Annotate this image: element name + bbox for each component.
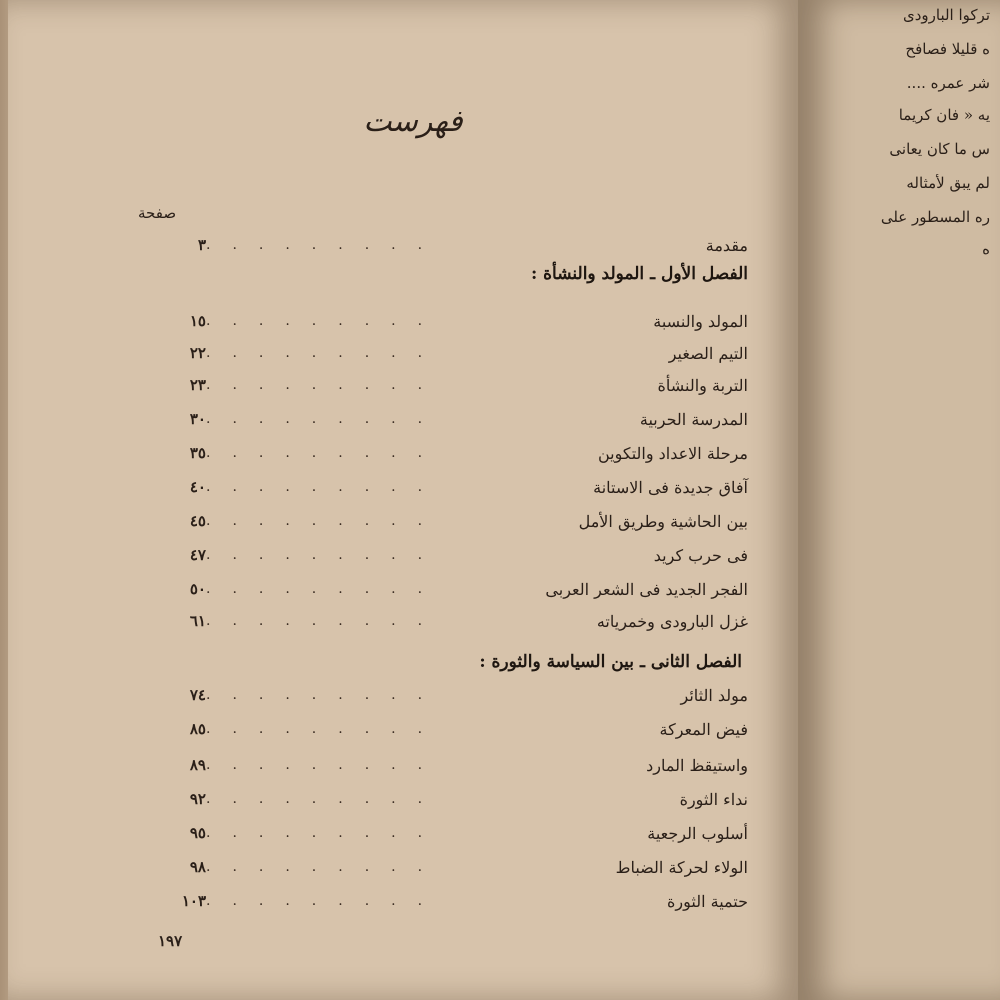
toc-entry-label: واستيقظ المارد: [646, 755, 748, 775]
toc-entry-label: نداء الثورة: [679, 789, 748, 809]
toc-entry-page: ٩٥: [189, 824, 206, 842]
page-number: ١٩٧: [158, 932, 183, 950]
leader-dots: .........: [206, 757, 445, 773]
toc-entry: [158, 680, 748, 710]
toc-entry-label: التربة والنشأة: [657, 375, 748, 395]
page-column-header: صفحة: [138, 204, 177, 222]
text-line: ه قليلا فصافح: [905, 40, 990, 58]
leader-dots: .........: [206, 237, 445, 253]
toc-entry: [158, 784, 748, 814]
leader-dots: .........: [206, 581, 445, 597]
toc-entry: [158, 852, 748, 882]
toc-entry-label: فيض المعركة: [659, 719, 748, 739]
leader-dots: .........: [206, 825, 445, 841]
leader-dots: .........: [206, 445, 445, 461]
toc-entry-page: ٨٩: [189, 756, 206, 774]
toc-entry-page: ٤٥: [189, 512, 206, 530]
toc-entry-label: الفجر الجديد فى الشعر العربى: [545, 579, 748, 599]
toc-entry: [158, 438, 748, 468]
toc-entry-label: المدرسة الحربية: [639, 409, 748, 429]
text-line: يه « فان كريما: [898, 106, 990, 124]
toc-entry-label: مرحلة الاعداد والتكوين: [597, 443, 748, 463]
toc-entry: [158, 714, 748, 744]
toc-entry: [158, 306, 748, 336]
toc-entry: [158, 886, 748, 916]
leader-dots: .........: [206, 613, 445, 629]
toc-entry-label: التيم الصغير: [668, 343, 748, 363]
toc-entry: [158, 540, 748, 570]
leader-dots: .........: [206, 859, 445, 875]
leader-dots: .........: [206, 411, 445, 427]
leader-dots: .........: [206, 893, 445, 909]
toc-entry-label: آفاق جديدة فى الاستانة: [593, 477, 748, 497]
toc-entry-label: غزل البارودى وخمرياته: [596, 611, 748, 631]
toc-entry: [158, 506, 748, 536]
left-page: [8, 0, 798, 1000]
toc-entry-intro: [158, 230, 748, 260]
leader-dots: .........: [206, 313, 445, 329]
toc-entry: [158, 472, 748, 502]
toc-entry-page: ٢٢: [189, 344, 206, 362]
toc-entry-page: ٤٠: [189, 478, 206, 496]
text-line: س ما كان يعانى: [889, 140, 990, 158]
toc-entry-label: حتمية الثورة: [667, 891, 748, 911]
toc-entry-page: ٩٨: [189, 858, 206, 876]
toc-entry-page: ٥٠: [189, 580, 206, 598]
toc-entry-page: ٧٤: [189, 686, 206, 704]
leader-dots: .........: [206, 721, 445, 737]
right-page: [798, 0, 1000, 1000]
toc-entry: [158, 750, 748, 780]
toc-entry-page: ٦١: [189, 612, 206, 630]
toc-entry-label: بين الحاشية وطريق الأمل: [578, 511, 748, 531]
leader-dots: .........: [206, 547, 445, 563]
toc-entry-label: مولد الثائر: [680, 685, 748, 705]
chapter-2-heading: الفصل الثانى ـ بين السياسة والثورة :: [479, 652, 742, 672]
toc-entry: [158, 404, 748, 434]
toc-entry: [158, 338, 748, 368]
toc-entry-page: ٣٥: [189, 444, 206, 462]
toc-entry-page: ١٠٣: [181, 892, 206, 910]
toc-entry: [158, 606, 748, 636]
leader-dots: .........: [206, 345, 445, 361]
toc-entry-label: مقدمة: [705, 235, 748, 255]
toc-entry-page: ٤٧: [189, 546, 206, 564]
text-line: ره المسطور على: [880, 208, 990, 226]
toc-entry-label: أسلوب الرجعية: [647, 823, 748, 843]
toc-entry-page: ٨٥: [189, 720, 206, 738]
leader-dots: .........: [206, 479, 445, 495]
chapter-1-heading: الفصل الأول ـ المولد والنشأة :: [530, 264, 748, 284]
toc-entry: [158, 370, 748, 400]
leader-dots: .........: [206, 687, 445, 703]
toc-entry-page: ٣٠: [189, 410, 206, 428]
toc-entry: [158, 818, 748, 848]
text-line: تركوا البارودى: [902, 6, 990, 24]
toc-title: فهرست: [363, 104, 463, 139]
toc-entry-page: ٢٣: [189, 376, 206, 394]
text-line: لم يبق لأمثاله: [906, 174, 990, 192]
toc-entry-label: فى حرب كريد: [653, 545, 748, 565]
leader-dots: .........: [206, 377, 445, 393]
text-line: شر عمره ....: [906, 74, 990, 92]
leader-dots: .........: [206, 791, 445, 807]
toc-entry-page: ١٥: [189, 312, 206, 330]
text-line: ه: [982, 240, 990, 258]
toc-entry-page: ٩٢: [189, 790, 206, 808]
toc-entry-label: الولاء لحركة الضباط: [615, 857, 748, 877]
leader-dots: .........: [206, 513, 445, 529]
toc-entry-label: المولد والنسبة: [653, 311, 748, 331]
toc-entry-page: ٣: [197, 236, 206, 254]
toc-entry: [158, 574, 748, 604]
